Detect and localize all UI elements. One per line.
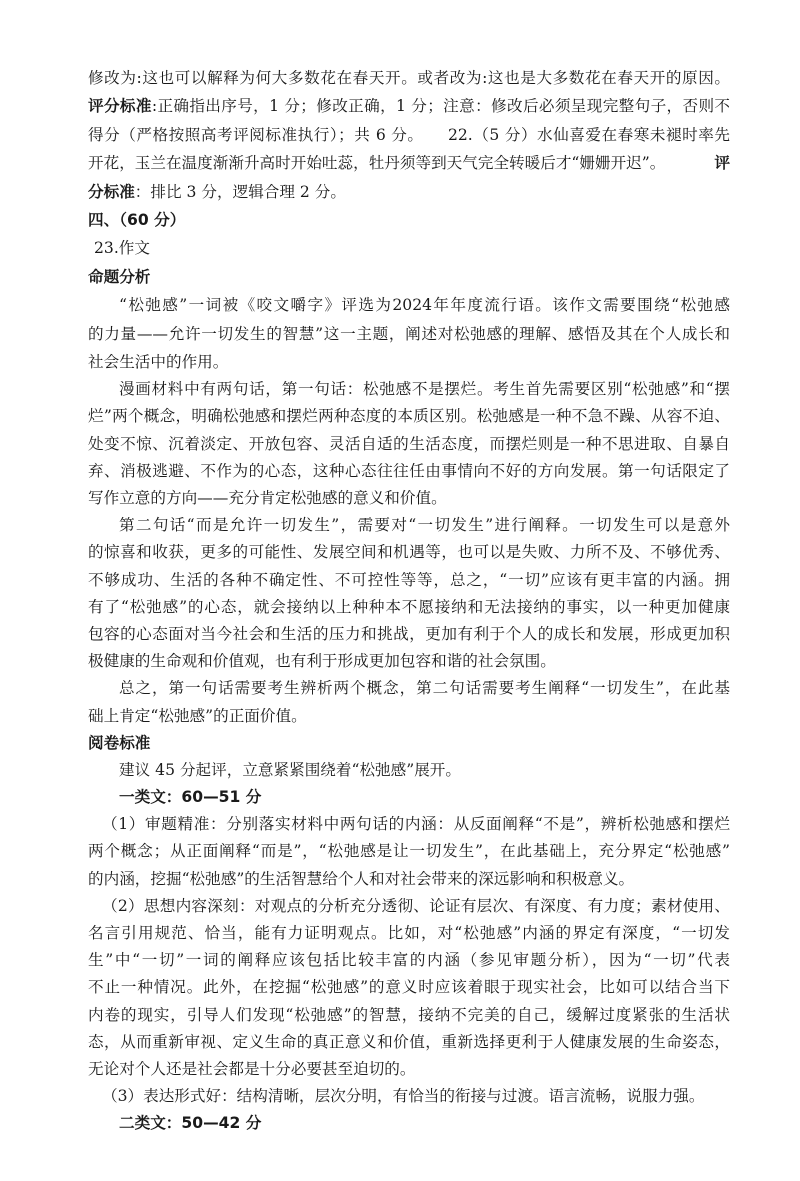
answer-text: 开花，玉兰在温度渐渐升高时开始吐蕊，牡丹须等到天气完全转暖后才“姗姗开迟”。 xyxy=(88,154,666,173)
text-line: “松弛感”一词被《咬文嚼字》评选为2024年年度流行语。该作文需要围绕“松弛感 xyxy=(119,296,730,315)
text-line: 包容的心态面对当今社会和生活的压力和挑战，更加有利于个人的成长和发展，形成更加积 xyxy=(88,624,730,643)
text-line: （1）审题精准：分别落实材料中两句话的内涵：从反面阐释“不是”，辨析松弛感和摆烂 xyxy=(102,815,730,834)
text-line: 不够成功、生活的各种不确定性、不可控性等等，总之，“一切”应该有更丰富的内涵。拥 xyxy=(88,570,730,589)
text-line: 两个概念；从正面阐释“而是”，“松弛感是让一切发生”，在此基础上，充分界定“松弛感” xyxy=(88,842,730,861)
text-line: 社会生活中的作用。 xyxy=(88,352,229,371)
text-line: 弃、消极逃避、不作为的心态，这种心态往往任由事情向不好的方向发展。第一句话限定了 xyxy=(88,461,730,480)
analysis-heading: 命题分析 xyxy=(88,267,151,286)
text-line: 修改为:这也可以解释为何大多数花在春天开。或者改为:这也是大多数花在春天开的原因。 xyxy=(88,69,730,87)
text-line: （2）思想内容深刻：对观点的分析充分透彻、论证有层次、有深度、有力度；素材使用、 xyxy=(102,896,730,915)
analysis-block xyxy=(88,376,730,1137)
grading-label: 评分标准 xyxy=(88,97,152,116)
text-line: 的惊喜和收获，更多的可能性、发展空间和机遇等，也可以是失败、力所不及、不够优秀、 xyxy=(88,543,730,562)
section-heading: 四、（60 分） xyxy=(88,210,186,229)
grading-label: 评 xyxy=(714,154,730,173)
text-line xyxy=(88,178,730,206)
grading-text: :正确指出序号，1 分；修改正确，1 分；注意：修改后必须呈现完整句子，否则不 xyxy=(151,97,730,116)
text-line: 建议 45 分起评，立意紧紧围绕着“松弛感”展开。 xyxy=(119,760,461,779)
text-line: 名言引用规范、恰当，能有力证明观点。比如，对“松弛感”内涵的界定有深度，“一切发 xyxy=(88,924,730,943)
grading-label: 分标准 xyxy=(88,182,135,201)
question-title: 23.作文 xyxy=(94,239,150,258)
text-line: 态，从而重新审视、定义生命的真正意义和价值，重新选择更利于人健康发展的生命姿态， xyxy=(88,1032,730,1051)
class1-heading: 一类文：60—51 分 xyxy=(119,788,262,807)
text-line: 的力量——允许一切发生的智慧”这一主题，阐述对松弛感的理解、感悟及其在个人成长和 xyxy=(88,324,730,343)
text-line: 的内涵，挖掘“松弛感”的生活智慧给个人和对社会带来的深远影响和积极意义。 xyxy=(88,869,635,888)
text-line: （3）表达形式好：结构清晰，层次分明，有恰当的衔接与过渡。语言流畅，说服力强。 xyxy=(102,1087,705,1106)
class2-heading: 二类文：50—42 分 xyxy=(119,1114,262,1133)
document-page xyxy=(88,64,730,1138)
text-line: 写作立意的方向——充分肯定松弛感的意义和价值。 xyxy=(88,489,447,508)
text-line xyxy=(88,149,730,177)
text-line: 漫画材料中有两句话，第一句话：松弛感不是摆烂。考生首先需要区别“松弛感”和“摆 xyxy=(119,380,730,399)
grading-text: ：排比 3 分，逻辑合理 2 分。 xyxy=(134,182,346,201)
grading-heading: 阅卷标准 xyxy=(88,733,151,752)
text-line: 烂”两个概念，明确松弛感和摆烂两种态度的本质区别。松弛感是一种不急不躁、从容不迫、 xyxy=(88,407,730,426)
text-line: 总之，第一句话需要考生辨析两个概念，第二句话需要考生阐释“一切发生”，在此基 xyxy=(119,679,730,698)
text-line: 处变不惊、沉着淡定、开放包容、灵活自适的生活态度，而摆烂则是一种不思进取、自暴自 xyxy=(88,434,730,453)
text-line: 无论对个人还是社会都是十分必要甚至迫切的。 xyxy=(88,1059,416,1078)
text-line: 不止一种情况。此外，在挖掘“松弛感”的意义时应该着眼于现实社会，比如可以结合当下 xyxy=(88,978,730,997)
text-line xyxy=(88,92,730,120)
text-line: 生”中“一切”一词的阐释应该包括比较丰富的内涵（参见审题分析），因为“一切”代表 xyxy=(88,951,730,970)
text-line: 极健康的生命观和价值观，也有利于形成更加包容和谐的社会氛围。 xyxy=(88,652,556,671)
text-line: 第二句话“而是允许一切发生”，需要对“一切发生”进行阐释。一切发生可以是意外 xyxy=(119,516,730,535)
text-line: 有了“松弛感”的心态，就会接纳以上种种本不愿接纳和无法接纳的事实，以一种更加健康 xyxy=(88,597,730,616)
text-line: 内卷的现实，引导人们发现“松弛感”的智慧，接纳不完美的自己，缓解过度紧张的生活状 xyxy=(88,1005,730,1024)
answer-block xyxy=(88,64,730,376)
text-line: 得分（严格按照高考评阅标准执行）；共 6 分。 22.（5 分）水仙喜爱在春寒未褪时率先 xyxy=(88,125,730,144)
text-line: 础上肯定“松弛感”的正面价值。 xyxy=(88,706,307,725)
